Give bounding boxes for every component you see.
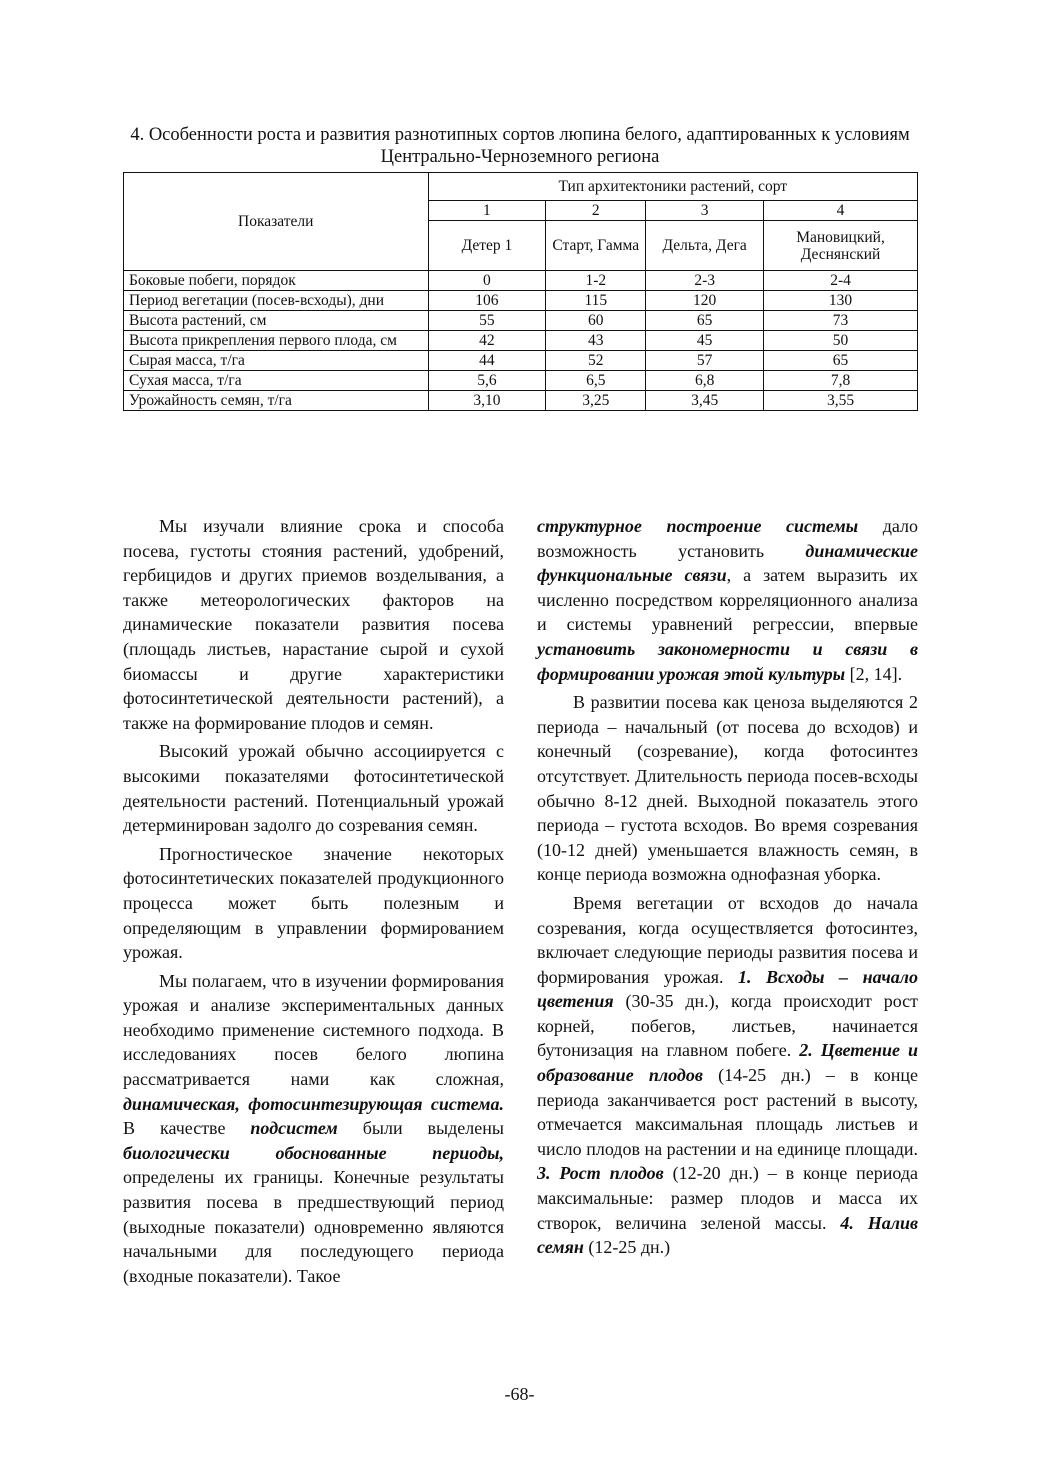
- cell-value: 130: [764, 291, 918, 311]
- cell-value: 52: [546, 351, 646, 371]
- cell-value: 3,55: [764, 391, 918, 411]
- table-caption: 4. Особенности роста и развития разнотипных сортов люпина белого, адаптированных к условиям Центрально-Черноземного региона: [130, 125, 910, 167]
- cell-value: 2-3: [646, 271, 764, 291]
- cell-value: 120: [646, 291, 764, 311]
- cell-value: 2-4: [764, 271, 918, 291]
- right-column: [537, 514, 918, 1260]
- type-number: 2: [546, 201, 646, 221]
- table-row: [124, 391, 918, 411]
- paragraph: Прогностическое значение некоторых фотосинтетических показателей продукционного процесса может быть полезным и определяющим в управлении формированием урожая.: [123, 843, 504, 963]
- header-label: Показатели: [124, 173, 429, 271]
- row-label: Сухая масса, т/га: [124, 371, 429, 391]
- paragraph: Время вегетации от всходов до начала созревания, когда осуществляется фотосинтез, включает следующие периоды развития посева и формирования урожая. 1. Всходы – начало цветения (30-35 дн.), когда происходит рост корней, побегов, листьев, начинается бутонизация на главном побеге. 2. Цветение и образование плодов (14-25 дн.) – в конце периода заканчивается рост растений в высоту, отмечается максимальная площадь листьев и число плодов на растении и на единице площади. 3. Рост плодов (12-20 дн.) – в конце периода максимальные: размер плодов и масса их створок, величина зеленой массы. 4. Налив семян (12-25 дн.): [537, 892, 919, 1258]
- cell-value: 65: [646, 311, 764, 331]
- cell-value: 60: [546, 311, 646, 331]
- page-number: -68-: [504, 1384, 535, 1404]
- cell-value: 3,10: [428, 391, 546, 411]
- lupin-varieties-table: [123, 172, 918, 411]
- cell-value: 50: [764, 331, 918, 351]
- cell-value: 65: [764, 351, 918, 371]
- table-row: [124, 371, 918, 391]
- cell-value: 57: [646, 351, 764, 371]
- cell-value: 106: [428, 291, 546, 311]
- row-label: Период вегетации (посев-всходы), дни: [124, 291, 429, 311]
- paragraph: В развитии посева как ценоза выделяются 2 периода – начальный (от посева до всходов) и конечный (созревание), когда фотосинтез отсутствует. Длительность периода посев-всходы обычно 8-12 дней. Выходной показатель этого периода – густота всходов. Во время созревания (10-12 дней) уменьшается влажность семян, в конце периода возможна однофазная уборка.: [537, 692, 918, 885]
- header-group: Тип архитектоники растений, сорт: [428, 173, 917, 201]
- cell-value: 0: [428, 271, 546, 291]
- cell-value: 6,5: [546, 371, 646, 391]
- table-row: [124, 271, 918, 291]
- paragraph: структурное построение системы дало возможность установить динамические функциональные связи, а затем выразить их численно посредством корреляционного анализа и системы уравнений регрессии, впервые установить закономерности и связи в формировании урожая этой культуры [2, 14].: [537, 516, 918, 684]
- row-label: Высота прикрепления первого плода, см: [124, 331, 429, 351]
- row-label: Высота растений, см: [124, 311, 429, 331]
- table-row: [124, 291, 918, 311]
- cell-value: 5,6: [428, 371, 546, 391]
- row-label: Сырая масса, т/га: [124, 351, 429, 371]
- cell-value: 73: [764, 311, 918, 331]
- cell-value: 43: [546, 331, 646, 351]
- row-label: Урожайность семян, т/га: [124, 391, 429, 411]
- type-number: 3: [646, 201, 764, 221]
- type-number: 4: [764, 201, 918, 221]
- cell-value: 6,8: [646, 371, 764, 391]
- table-row: [124, 311, 918, 331]
- cell-value: 3,25: [546, 391, 646, 411]
- table-row: [124, 331, 918, 351]
- cell-value: 55: [428, 311, 546, 331]
- variety-name: Детер 1: [428, 221, 546, 271]
- paragraph: Мы полагаем, что в изучении формирования урожая и анализе экспериментальных данных необходимо применение системного подхода. В исследованиях посев белого люпина рассматривается нами как сложная, динамическая, фотосинтезирующая система. В качестве подсистем были выделены биологически обоснованные периоды, определены их границы. Конечные результаты развития посева в предшествующий период (выходные показатели) одновременно являются начальными для последующего периода (входные показатели). Такое: [123, 970, 504, 1286]
- table-row: [124, 351, 918, 371]
- variety-name: Мановицкий, Деснянский: [764, 221, 918, 271]
- cell-value: 7,8: [764, 371, 918, 391]
- cell-value: 115: [546, 291, 646, 311]
- variety-name: Старт, Гамма: [546, 221, 646, 271]
- cell-value: 45: [646, 331, 764, 351]
- cell-value: 3,45: [646, 391, 764, 411]
- row-label: Боковые побеги, порядок: [124, 271, 429, 291]
- paragraph: Высокий урожай обычно ассоциируется с высокими показателями фотосинтетической деятельности растений. Потенциальный урожай детерминирован задолго до созревания семян.: [123, 741, 504, 836]
- left-column: [123, 514, 504, 1288]
- cell-value: 1-2: [546, 271, 646, 291]
- cell-value: 44: [428, 351, 546, 371]
- cell-value: 42: [428, 331, 546, 351]
- variety-name: Дельта, Дега: [646, 221, 764, 271]
- type-number: 1: [428, 201, 546, 221]
- paragraph: Мы изучали влияние срока и способа посева, густоты стояния растений, удобрений, гербицидов и других приемов возделывания, а также метеорологических факторов на динамические показатели развития посева (площадь листьев, нарастание сырой и сухой биомассы и другие характеристики фотосинтетической деятельности растений), а также на формирование плодов и семян.: [123, 516, 504, 733]
